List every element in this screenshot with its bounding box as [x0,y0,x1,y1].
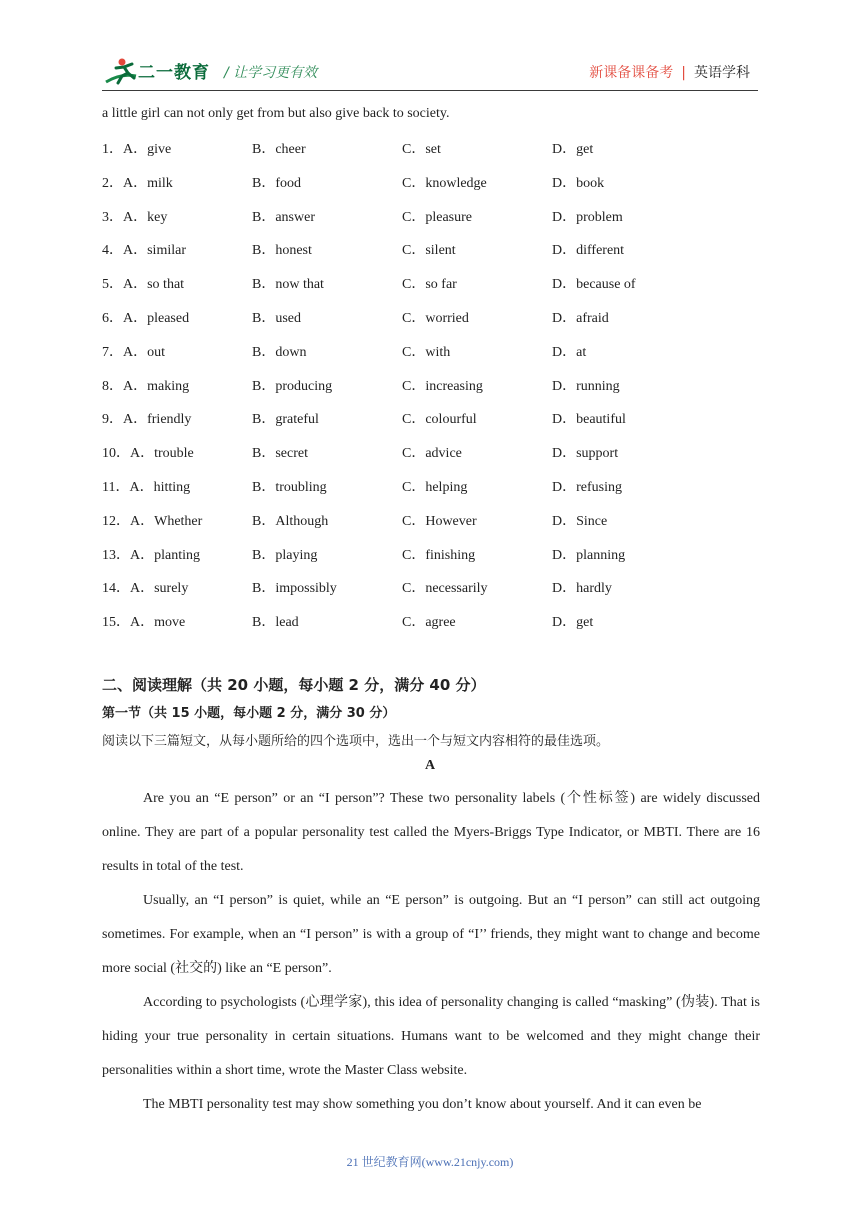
question-number: 1． [102,142,123,157]
logo-text: 二一教育 [138,63,210,83]
option-a-text: A．so that [123,277,185,293]
option-b: B．playing [252,547,318,563]
question-number: 4． [102,243,123,259]
question-number: 7． [102,344,123,360]
paragraph: The MBTI personality test may show something you don’t know about yourself. And it can even be [143,1097,702,1112]
cloze-options [102,104,760,645]
option-d: D．running [552,378,620,394]
paragraph: According to psychologists (心理学家), this idea of personality changing is called “masking” (伪装). That is hiding your true personality in certain situations. Humans want to be welcomed and they might change their personalities within a short time, wrote the Master Class website. [102,995,760,1078]
option-a-text: A．pleased [123,310,190,326]
option-a [102,341,252,361]
option-d: D．book [552,175,605,191]
option-b: B．lead [252,615,299,631]
option-d: D．Since [552,513,608,529]
option-row [102,273,760,307]
option-row [102,544,760,578]
option-row [102,476,760,510]
option-c: C．However [402,513,477,529]
option-d: D．refusing [552,479,622,495]
option-a [102,510,252,530]
option-row [102,611,760,645]
option-a [102,172,252,192]
option-b: B．grateful [252,412,319,428]
header-separator: | [681,65,686,81]
question-number: 9． [102,412,123,428]
option-b: B．impossibly [252,581,337,597]
question-number: 13． [102,547,130,563]
header-divider [102,90,758,91]
option-a-text: A．friendly [123,412,192,428]
option-c: C．knowledge [402,175,487,191]
slogan: / 让学习更有效 [224,65,318,81]
option-a-text: A．making [123,378,190,394]
option-a-text: A．give [123,142,172,157]
option-row [102,341,760,375]
option-b: B．down [252,344,307,360]
option-a [102,138,252,158]
question-number: 10． [102,446,130,462]
question-number: 12． [102,513,130,529]
intro-line: a little girl can not only get from but also give back to society. [102,106,450,121]
option-a [102,577,252,597]
option-b: B．troubling [252,479,327,495]
option-d: D．get [552,615,594,631]
option-row [102,172,760,206]
option-c: C．silent [402,243,456,259]
option-a-text: A．surely [130,581,189,597]
option-c: C．worried [402,310,469,326]
option-d: D．because of [552,277,636,293]
option-c: C．agree [402,615,456,631]
section-instruction: 阅读以下三篇短文，从每小题所给的四个选项中，选出一个与短文内容相符的最佳选项。 [102,734,610,749]
section-title: 二、阅读理解（共 20 小题，每小题 2 分，满分 40 分） [102,676,486,694]
option-a-text: A．key [123,209,168,225]
passage-label: A [424,758,436,773]
option-a-text: A．hitting [129,479,191,495]
options-list [102,138,760,645]
option-a-text: A．move [130,615,186,631]
option-d: D．different [552,243,625,259]
option-a-text: A．planting [130,547,200,563]
option-d: D．at [552,344,587,360]
option-a-text: A．Whether [130,513,203,529]
footer: 21 世纪教育网(www.21cnjy.com) [346,1155,514,1169]
option-a [102,476,252,496]
header-subject-name: 英语学科 [694,65,750,81]
question-number: 15． [102,615,130,631]
option-c: C．necessarily [402,581,488,597]
option-a [102,442,252,462]
header-course: 新课备课备考 [589,65,674,81]
option-c: C．set [402,142,441,157]
option-row [102,138,760,172]
option-a-text: A．trouble [130,446,194,462]
option-b: B．cheer [252,142,306,157]
option-row [102,408,760,442]
option-d: D．planning [552,547,626,563]
option-b: B．honest [252,243,312,259]
option-a-text: A．out [123,344,165,360]
option-row [102,307,760,341]
option-d: D．hardly [552,581,612,597]
question-number: 5． [102,277,123,293]
option-b: B．producing [252,378,333,394]
option-b: B．food [252,175,301,191]
option-b: B．answer [252,209,315,225]
option-a [102,206,252,226]
option-row [102,239,760,273]
option-c: C．helping [402,479,468,495]
option-row [102,577,760,611]
paragraph: Are you an “E person” or an “I person”? These two personality labels (个性标签) are widely discussed online. They are part of a popular personality test called the Myers-Briggs Type Indicator, or MBTI. There are 16 results in total of the test. [102,791,760,874]
option-row [102,375,760,409]
option-a [102,375,252,395]
option-c: C．increasing [402,378,483,394]
option-c: C．pleasure [402,209,472,225]
option-c: C．advice [402,446,462,462]
option-d: D．get [552,142,594,157]
page-header [102,52,758,92]
question-number: 2． [102,175,123,191]
paragraph: Usually, an “I person” is quiet, while an “E person” is outgoing. But an “I person” can still act outgoing sometimes. For example, when an “I person” is with a group of “I’’ friends, they might want to change and become more social (社交的) like an “E person”. [102,893,760,976]
option-a [102,239,252,259]
option-row [102,206,760,240]
option-a-text: A．similar [123,243,186,259]
header-subject [589,62,750,82]
question-number: 3． [102,209,123,225]
option-d: D．afraid [552,310,609,326]
option-a [102,544,252,564]
option-d: D．problem [552,209,623,225]
option-a [102,408,252,428]
option-a [102,273,252,293]
option-c: C．colourful [402,412,477,428]
option-b: B．Although [252,513,329,529]
option-a [102,611,252,631]
option-b: B．secret [252,446,308,462]
option-row [102,442,760,476]
question-number: 6． [102,310,123,326]
option-b: B．now that [252,277,324,293]
passage-body [102,782,760,1122]
option-d: D．support [552,446,619,462]
question-number: 8． [102,378,123,394]
option-c: C．finishing [402,547,476,563]
option-b: B．used [252,310,301,326]
question-number: 14． [102,581,130,597]
option-row [102,510,760,544]
option-d: D．beautiful [552,412,626,428]
option-a-text: A．milk [123,175,173,191]
option-c: C．with [402,344,451,360]
option-a [102,307,252,327]
question-number: 11． [102,479,130,495]
section-subtitle: 第一节（共 15 小题，每小题 2 分，满分 30 分） [102,706,396,721]
option-c: C．so far [402,277,457,293]
